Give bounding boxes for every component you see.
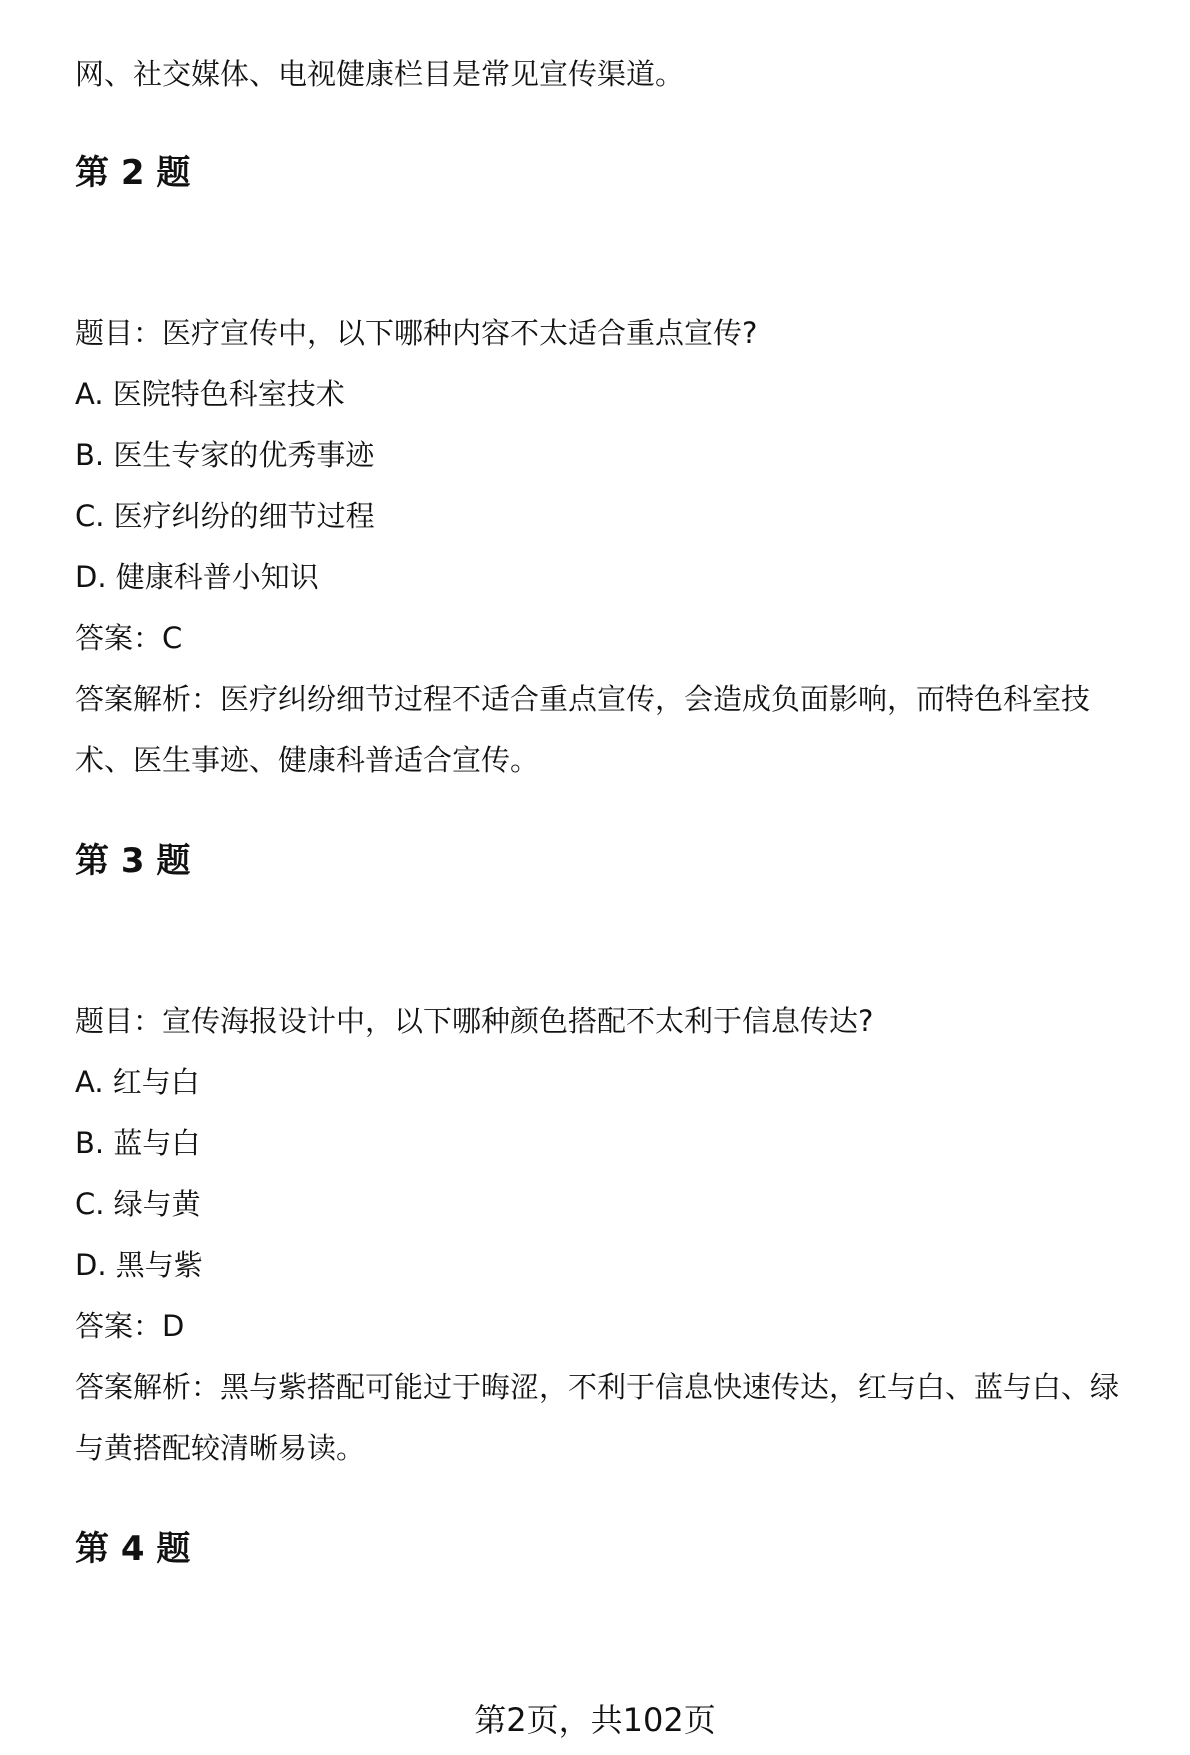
question-2-analysis-line-1: 答案解析：医疗纠纷细节过程不适合重点宣传，会造成负面影响，而特色科室技 [75,682,1091,716]
question-3-option-a: A. 红与白 [75,1065,200,1099]
question-3-analysis-line-1: 答案解析：黑与紫搭配可能过于晦涩，不利于信息快速传达，红与白、蓝与白、绿 [75,1370,1120,1404]
question-2-option-c: C. 医疗纠纷的细节过程 [75,499,375,533]
question-3-option-c: C. 绿与黄 [75,1187,201,1221]
question-2-analysis-line-2: 术、医生事迹、健康科普适合宣传。 [75,743,540,777]
question-3-heading: 第 3 题 [75,841,191,881]
question-3-option-d: D. 黑与紫 [75,1248,203,1282]
page-indicator: 第2页，共102页 [474,1701,716,1739]
question-3-option-b: B. 蓝与白 [75,1126,201,1160]
question-2-option-b: B. 医生专家的优秀事迹 [75,438,375,472]
question-2-text: 题目：医疗宣传中，以下哪种内容不太适合重点宣传? [75,316,758,350]
question-3-text: 题目：宣传海报设计中，以下哪种颜色搭配不太利于信息传达? [75,1004,874,1038]
question-4-heading: 第 4 题 [75,1529,191,1569]
question-3-answer: 答案：D [75,1309,185,1343]
question-2-option-a: A. 医院特色科室技术 [75,377,345,411]
question-2-heading: 第 2 题 [75,153,191,193]
question-2-option-d: D. 健康科普小知识 [75,560,319,594]
question-2-answer: 答案：C [75,621,183,655]
question-3-analysis-line-2: 与黄搭配较清晰易读。 [75,1431,366,1465]
intro-continuation: 网、社交媒体、电视健康栏目是常见宣传渠道。 [75,57,685,91]
